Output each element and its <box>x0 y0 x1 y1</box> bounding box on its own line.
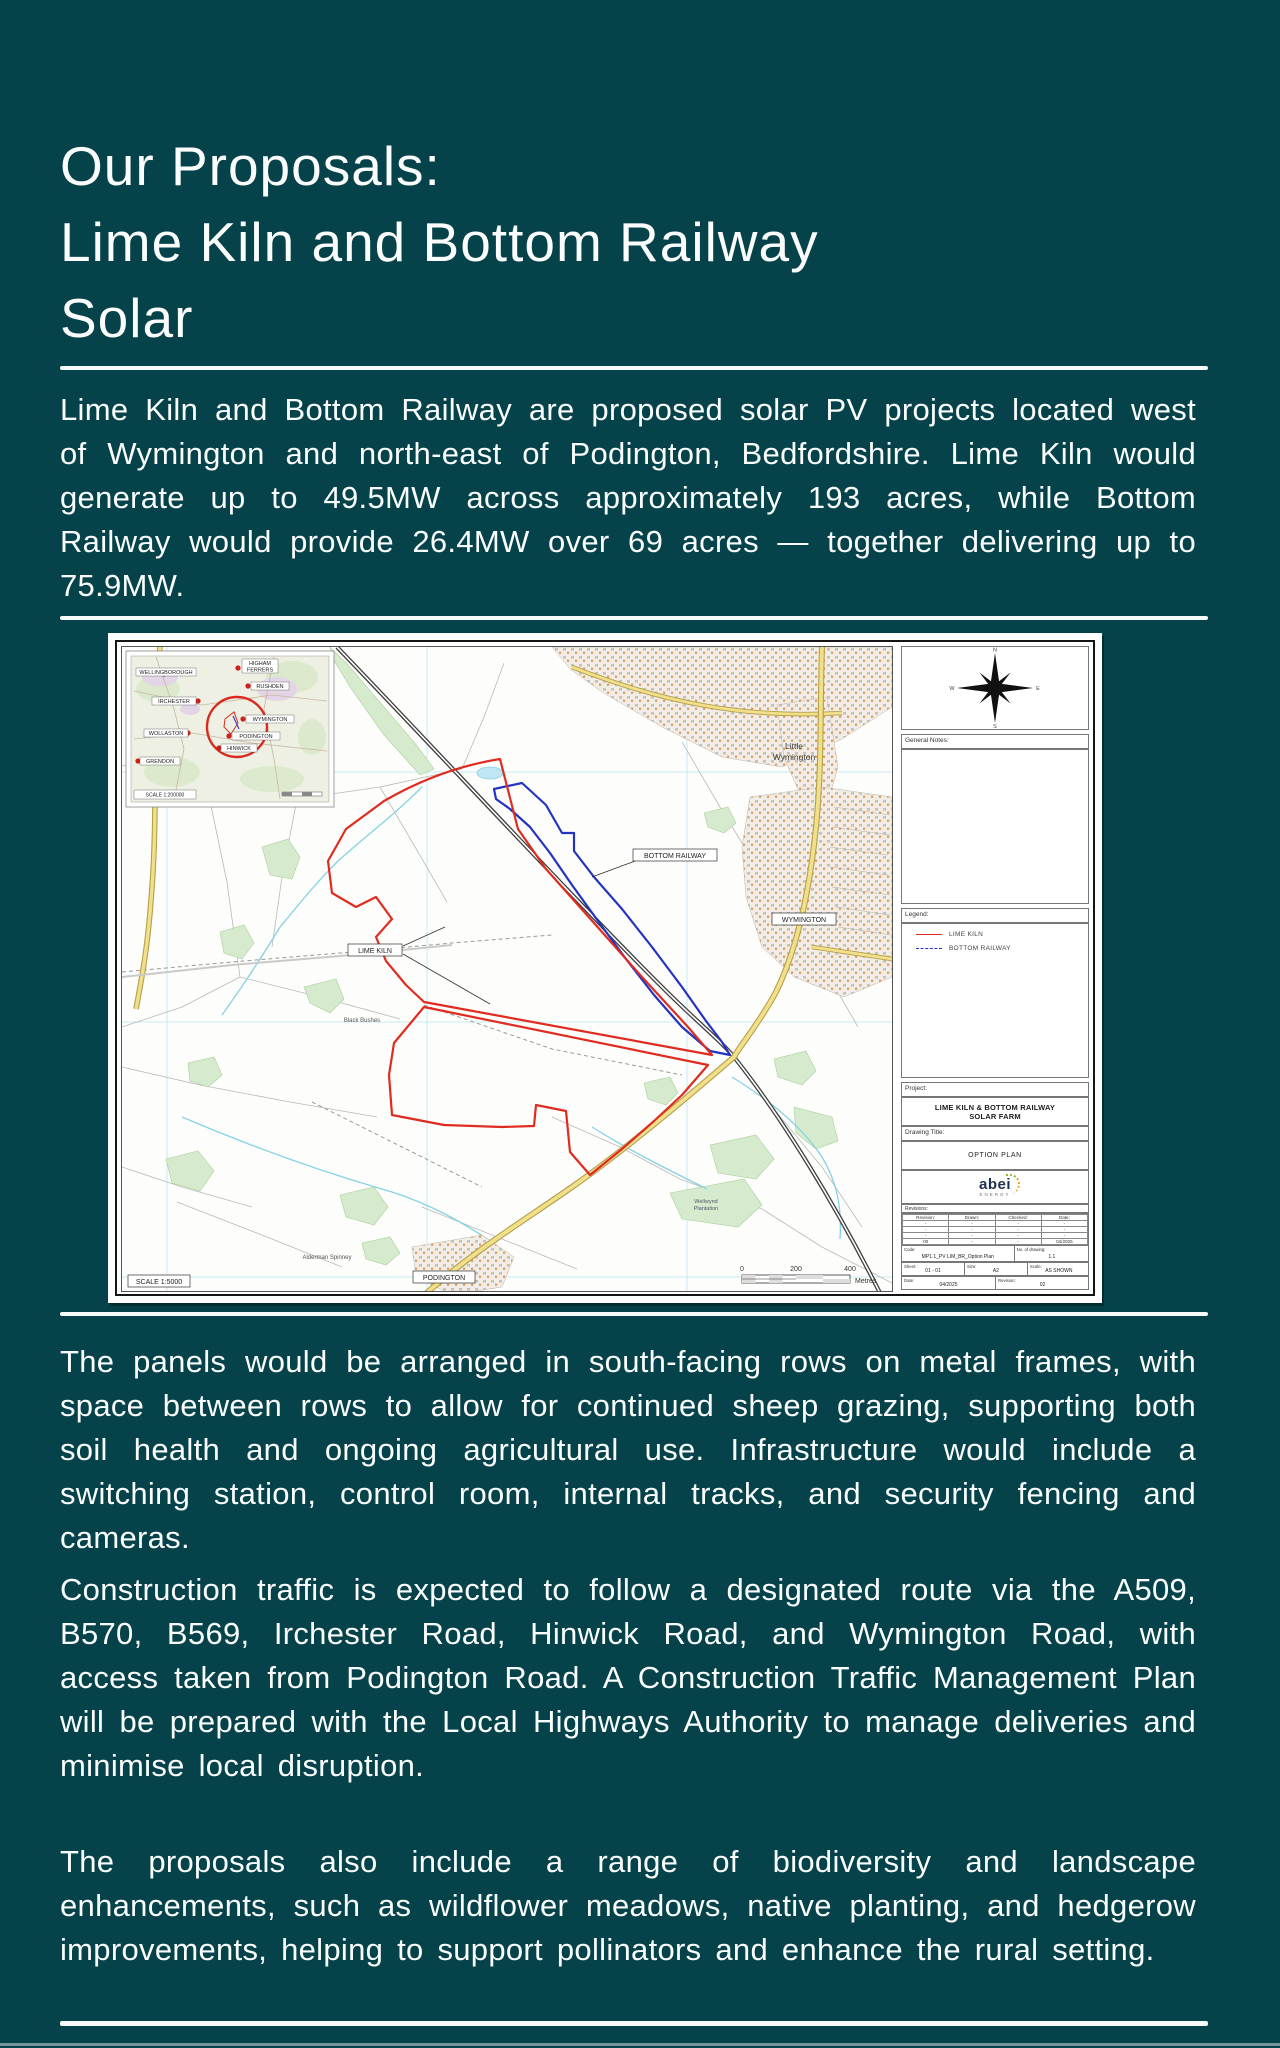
inset-label-hinwick: HINWICK <box>227 746 251 752</box>
legend-item-lime-kiln <box>916 931 1088 938</box>
revisions-header: Revisions: <box>901 1204 1089 1213</box>
map-label-wymington: WYMINGTON <box>781 917 827 924</box>
map-label-wellwynd: Wellwynd <box>694 1199 718 1205</box>
size-value: A2 <box>992 1268 999 1274</box>
logo-text: abei <box>978 1175 1011 1193</box>
logo-dots-icon <box>1006 1174 1020 1194</box>
map-label-little: Little <box>785 741 803 751</box>
rev-col-drawn: Drawn: <box>949 1215 995 1221</box>
title-line-1: Our Proposals: <box>60 135 441 197</box>
map-label-little-wymington: Wymington <box>772 752 816 762</box>
rev-cell: - <box>949 1239 995 1245</box>
divider-bottom <box>60 2021 1208 2026</box>
revisions-table-box <box>901 1213 1089 1245</box>
project-name-line1: LIME KILN & BOTTOM RAILWAY <box>934 1102 1056 1112</box>
code-row <box>901 1245 1089 1262</box>
scale-cell <box>1028 1263 1090 1275</box>
inset-label-wellingborough: WELLINGBOROUGH <box>139 670 193 676</box>
legend-body <box>901 923 1089 1078</box>
general-notes-body <box>901 749 1089 904</box>
map-label-bottom-railway: BOTTOM RAILWAY <box>644 853 706 860</box>
logo-subtext: ENERGY <box>979 1191 1011 1197</box>
north-arrow-box <box>901 646 1089 730</box>
inset-map <box>126 651 334 807</box>
rev-cell: - <box>995 1221 1041 1227</box>
title-line-3: Solar <box>60 287 194 349</box>
drawing-no-cell <box>1015 1246 1089 1261</box>
inset-label-higham: HIGHAM <box>249 661 271 667</box>
revision-value: 02 <box>1039 1282 1046 1288</box>
divider-above-map <box>60 616 1208 620</box>
scalebar-400: 400 <box>844 1266 856 1273</box>
intro-paragraph: Lime Kiln and Bottom Railway are proposed solar PV projects located west of Wymington and north-east of Podington, Bedfordshire. Lime Kiln would generate up to 49.5MW across approximately 193 acres, while Bottom Railway would provide 26.4MW over 69 acres — together delivering up to 75.9MW. <box>60 392 1196 603</box>
main-map <box>121 646 893 1292</box>
project-name-line2: SOLAR FARM <box>969 1111 1021 1121</box>
project-header: Project: <box>901 1082 1089 1097</box>
legend-line-red <box>916 934 942 935</box>
size-cell <box>965 1263 1028 1275</box>
inset-label-wollaston: WOLLASTON <box>148 731 184 737</box>
drawing-no-label: No. of drawing: <box>1016 1247 1046 1252</box>
inset-label-irchester: IRCHESTER <box>158 699 190 705</box>
drawing-title-box <box>901 1141 1089 1170</box>
rev-cell: - <box>995 1233 1041 1239</box>
traffic-paragraph: Construction traffic is expected to follow a designated route via the A509, B570, B569, Irchester Road, Hinwick Road, and Wymington Road, with access taken from Podington Road. A Construction Traffic Management Plan will be prepared with the Local Highways Authority to manage deliveries and minimise local disruption. <box>60 1572 1196 1783</box>
drawing-no-value: 1.1 <box>1048 1254 1056 1260</box>
page-title <box>60 128 819 356</box>
pond <box>477 767 503 779</box>
rev-cell-date: 04/2025 <box>1041 1239 1087 1245</box>
rev-cell: - <box>1041 1227 1087 1233</box>
inset-label-rushden: RUSHDEN <box>256 684 284 690</box>
drawing-title-header: Drawing Title: <box>901 1126 1089 1141</box>
map-label-black-bushes: Black Bushes <box>343 1018 381 1024</box>
code-value: MP1.1_PV LIM_BR_Option Plan <box>921 1254 994 1260</box>
map-title-block <box>901 646 1089 1290</box>
divider-below-map <box>60 1312 1208 1316</box>
date-revision-row <box>901 1276 1089 1290</box>
legend-header: Legend: <box>901 908 1089 923</box>
scalebar-unit: Metres <box>855 1278 877 1285</box>
inset-label-ferrers: FERRERS <box>246 667 274 674</box>
rev-cell: - <box>903 1227 949 1233</box>
legend-item-bottom-railway <box>916 945 1088 952</box>
rev-cell: - <box>903 1221 949 1227</box>
legend-label-lime-kiln: LIME KILN <box>949 931 984 938</box>
revision-cell <box>996 1277 1089 1289</box>
legend-label-bottom-railway: BOTTOM RAILWAY <box>949 945 1011 952</box>
map-canvas <box>122 647 892 1291</box>
title-line-2: Lime Kiln and Bottom Railway <box>60 211 819 273</box>
date-cell <box>902 1277 996 1289</box>
general-notes-header: General Notes: <box>901 734 1089 749</box>
page-bottom-edge <box>0 2043 1280 2046</box>
rev-cell: - <box>1041 1233 1087 1239</box>
rev-col-revision: Revision: <box>903 1215 949 1221</box>
compass-w: W <box>949 686 955 692</box>
rev-cell-00: 00 <box>903 1239 949 1245</box>
date-label: Date: <box>904 1278 915 1283</box>
size-label: Size: <box>966 1264 977 1269</box>
inset-label-podington: PODINGTON <box>239 734 273 740</box>
rev-col-date: Date: <box>1041 1215 1087 1221</box>
scale-label: Scale: <box>1029 1264 1042 1269</box>
compass-e: E <box>1036 686 1040 692</box>
sheet-size-scale-row <box>901 1262 1089 1276</box>
sheet-label: Sheet: <box>904 1264 917 1269</box>
divider-top <box>60 366 1208 370</box>
rev-cell: - <box>995 1239 1041 1245</box>
compass-rose-icon <box>902 647 1088 729</box>
code-label: Code: <box>904 1247 916 1252</box>
biodiversity-paragraph: The proposals also include a range of biodiversity and landscape enhancements, such as wildflower meadows, native planting, and hedgerow improvements, helping to support pollinators and enhance the rural setting. <box>60 1844 1196 1967</box>
site-map-figure <box>108 633 1102 1303</box>
project-name-box <box>901 1097 1089 1126</box>
legend-line-blue <box>916 948 942 949</box>
rev-cell: - <box>995 1227 1041 1233</box>
map-label-alderman-spinney: Alderman Spinney <box>302 1255 352 1261</box>
rev-cell: - <box>903 1233 949 1239</box>
code-cell <box>902 1246 1015 1261</box>
revisions-table <box>902 1214 1088 1245</box>
inset-label-grendon: GRENDON <box>145 759 175 765</box>
sheet-value: 01 - 01 <box>925 1268 941 1274</box>
rev-col-checked: Checked: <box>995 1215 1041 1221</box>
rev-cell: - <box>949 1227 995 1233</box>
rev-cell: - <box>949 1221 995 1227</box>
compass-n: N <box>993 647 997 654</box>
map-scale-text: SCALE 1:5000 <box>135 1279 183 1286</box>
scale-value: AS SHOWN <box>1045 1268 1073 1274</box>
compass-s: S <box>993 724 997 729</box>
scalebar-200: 200 <box>790 1266 802 1273</box>
scalebar-0: 0 <box>740 1266 744 1273</box>
panels-paragraph: The panels would be arranged in south-facing rows on metal frames, with space between rows to allow for continued sheep grazing, supporting both soil health and ongoing agricultural use. Infrastructure would include a switching station, control room, internal tracks, and security fencing and cameras. <box>60 1344 1196 1555</box>
map-label-plantation: Plantation <box>693 1206 719 1212</box>
logo-box <box>901 1170 1089 1204</box>
abei-logo <box>978 1175 1011 1193</box>
drawing-title-value: OPTION PLAN <box>968 1152 1022 1159</box>
sheet-cell <box>902 1263 965 1275</box>
date-value: 04/2025 <box>939 1282 958 1288</box>
inset-scale-text: SCALE 1:200000 <box>145 792 185 799</box>
map-sheet <box>115 640 1095 1296</box>
rev-cell: - <box>949 1233 995 1239</box>
rev-cell: - <box>1041 1221 1087 1227</box>
map-label-lime-kiln: LIME KILN <box>358 948 392 955</box>
revision-label: Revision: <box>998 1278 1016 1283</box>
inset-label-wymington: WYMINGTON <box>252 717 288 723</box>
map-label-podington: PODINGTON <box>422 1275 466 1282</box>
